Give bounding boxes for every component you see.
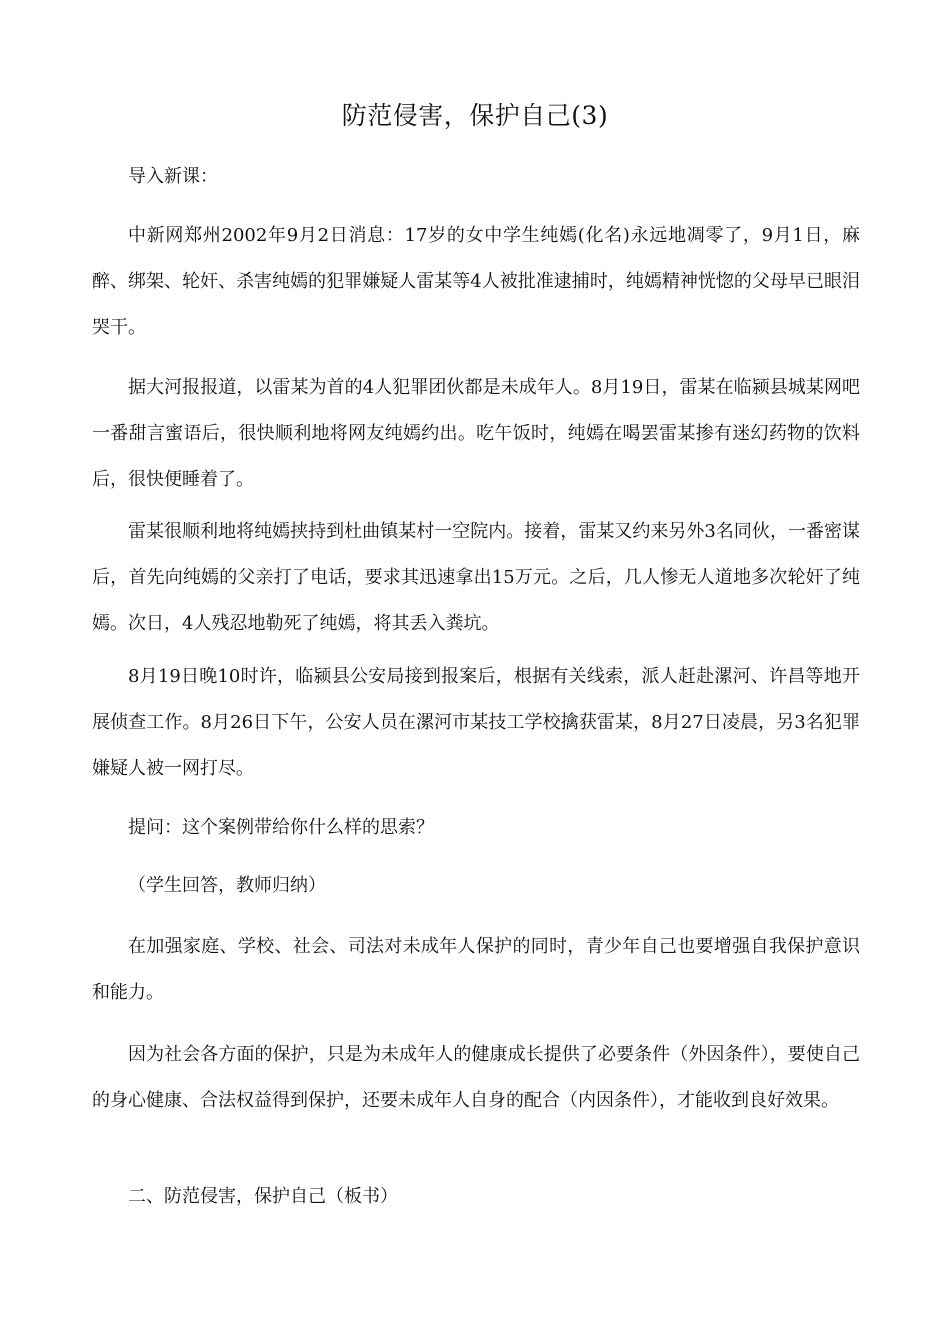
paragraph-internal-external: 因为社会各方面的保护，只是为未成年人的健康成长提供了必要条件（外因条件），要使自己的身心健康、合法权益得到保护，还要未成年人自身的配合（内因条件），才能收到良好效果。: [92, 1044, 860, 1111]
paragraph-investigation: 8月19日晚10时许，临颍县公安局接到报案后，根据有关线索，派人赶赴漯河、许昌等地开展侦查工作。8月26日下午，公安人员在漯河市某技工学校擒获雷某，8月27日凌晨，另3名犯罪嫌疑人被一网打尽。: [92, 666, 860, 779]
paragraph-student-answer: （学生回答，教师归纳）: [128, 875, 326, 896]
paragraph-intro-heading: 导入新课：: [128, 166, 218, 187]
paragraph-board-heading: 二、防范侵害，保护自己（板书）: [128, 1186, 398, 1207]
paragraph-question: 提问：这个案例带给你什么样的思索？: [128, 817, 434, 838]
paragraph-dahe-report: 据大河报报道，以雷某为首的4人犯罪团伙都是未成年人。8月19日，雷某在临颍县城某网吧一番甜言蜜语后，很快顺利地将网友纯嫣约出。吃午饭时，纯嫣在喝罢雷某掺有迷幻药物的饮料后，很快便睡着了。: [92, 377, 860, 490]
paragraph-kidnapping: 雷某很顺利地将纯嫣挟持到杜曲镇某村一空院内。接着，雷某又约来另外3名同伙，一番密谋后，首先向纯嫣的父亲打了电话，要求其迅速拿出15万元。之后，几人惨无人道地多次轮奸了纯嫣。次日，4人残忍地勒死了纯嫣，将其丢入粪坑。: [92, 521, 860, 634]
paragraph-news-report: 中新网郑州2002年9月2日消息：17岁的女中学生纯嫣(化名)永远地凋零了，9月1日，麻醉、绑架、轮奸、杀害纯嫣的犯罪嫌疑人雷某等4人被批准逮捕时，纯嫣精神恍惚的父母早已眼泪哭干。: [92, 225, 860, 338]
paragraph-self-protection: 在加强家庭、学校、社会、司法对未成年人保护的同时，青少年自己也要增强自我保护意识和能力。: [92, 936, 860, 1003]
document-title: 防范侵害，保护自己(3): [341, 101, 609, 130]
